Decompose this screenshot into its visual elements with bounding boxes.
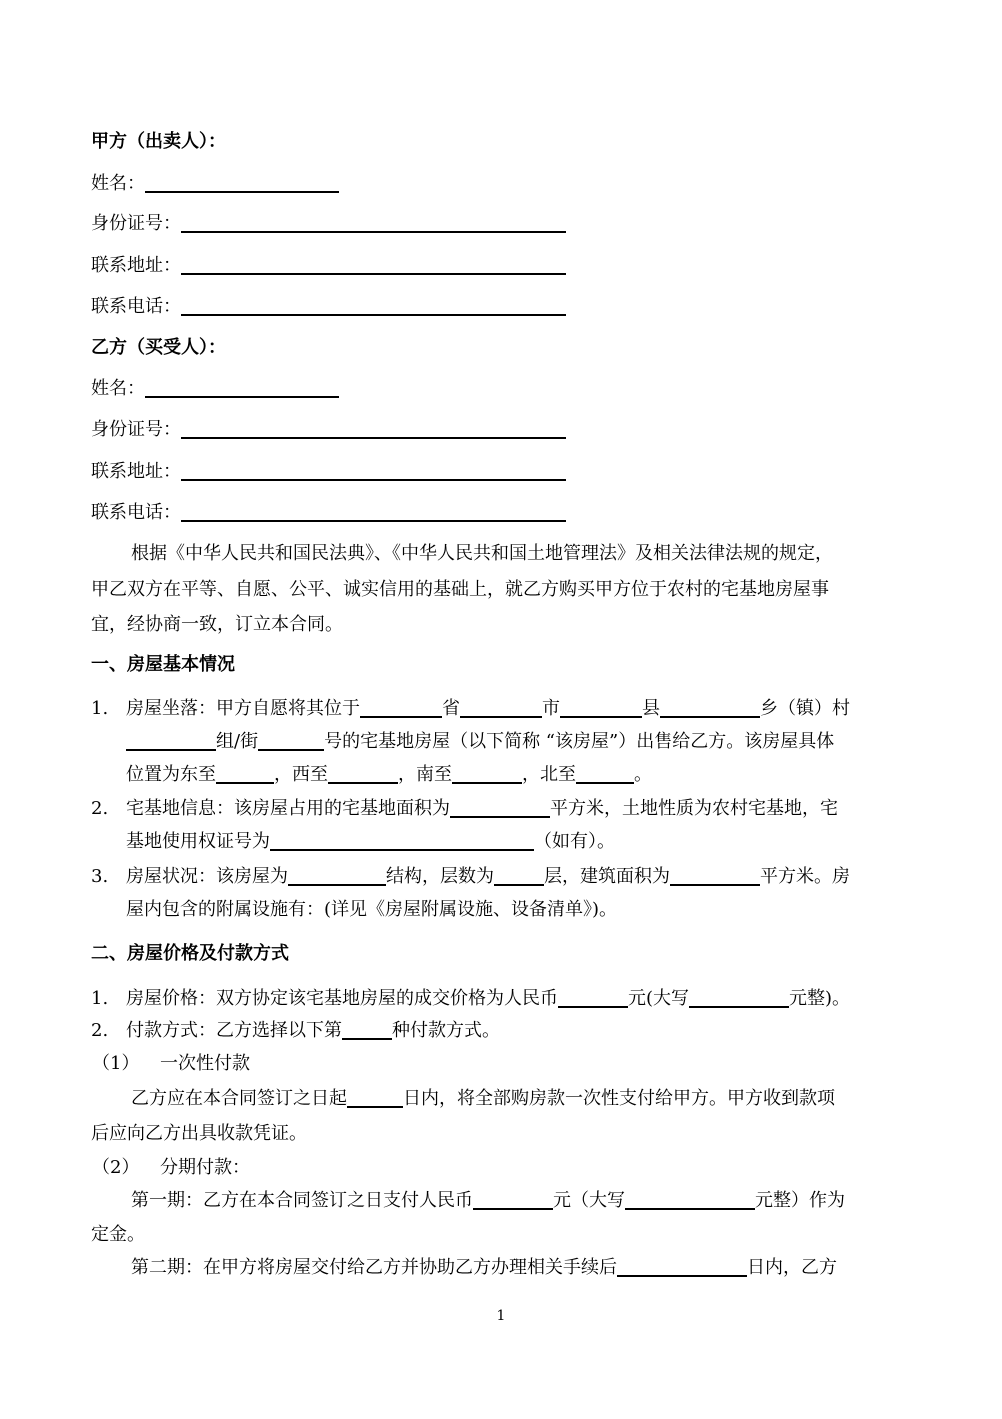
phase2-line1: [131, 1256, 837, 1280]
s1-item1-line1: [126, 697, 850, 721]
party-a-name-label: 姓名：: [91, 173, 145, 194]
price-uppercase-blank[interactable]: [689, 988, 789, 1008]
deposit-uppercase-blank[interactable]: [625, 1190, 755, 1210]
opt2-num: （2）: [92, 1157, 140, 1178]
party-a-id-label: 身份证号：: [91, 213, 181, 234]
intro-line-2: 甲乙双方在平等、自愿、公平、诚实信用的基础上，就乙方购买甲方位于农村的宅基地房屋事: [91, 579, 829, 600]
s1-item2-text-c: 基地使用权证号为: [126, 831, 270, 852]
payment-method-blank[interactable]: [342, 1020, 392, 1040]
opt2-title: 分期付款：: [160, 1157, 250, 1178]
party-b-heading: 乙方（买受人）：: [91, 337, 226, 358]
land-area-blank[interactable]: [450, 798, 550, 818]
intro-line-3: 宜，经协商一致，订立本合同。: [91, 614, 343, 635]
county-blank[interactable]: [560, 698, 642, 718]
section-1-heading: 一、房屋基本情况: [91, 654, 235, 675]
s1-item1-line2: [126, 730, 834, 754]
party-b-phone-label: 联系电话：: [91, 502, 181, 523]
south-boundary-blank[interactable]: [452, 764, 522, 784]
party-a-phone-blank[interactable]: [181, 296, 566, 316]
phase1-text-b: 元（大写: [553, 1190, 625, 1211]
party-a-address-label: 联系地址：: [91, 255, 181, 276]
township-blank[interactable]: [660, 698, 760, 718]
s1-item1-text-b: 省: [442, 698, 460, 719]
s1-item3-line2: 屋内包含的附属设施有：(详见《房屋附属设施、设备清单》)。: [126, 899, 618, 920]
phase1-text-a: 第一期：乙方在本合同签订之日支付人民币: [131, 1190, 473, 1211]
intro-line-1: 根据《中华人民共和国民法典》、《中华人民共和国土地管理法》及相关法律法规的规定，: [131, 543, 833, 564]
party-a-phone-row: [91, 295, 566, 319]
city-blank[interactable]: [460, 698, 542, 718]
north-boundary-blank[interactable]: [576, 764, 634, 784]
opt1-title: 一次性付款: [160, 1053, 250, 1074]
party-b-name-row: [91, 377, 339, 401]
phase1-line1: [131, 1189, 845, 1213]
s1-item1-line3: [126, 763, 652, 787]
s1-item1-text-d: 县: [642, 698, 660, 719]
party-a-id-row: [91, 212, 566, 236]
phase1-text-c: 元整）作为: [755, 1190, 845, 1211]
structure-blank[interactable]: [288, 866, 386, 886]
deposit-amount-blank[interactable]: [473, 1190, 553, 1210]
s1-item1-text-h: 位置为东至: [126, 764, 216, 785]
s1-item1-text-l: 。: [634, 764, 652, 785]
house-number-blank[interactable]: [258, 731, 324, 751]
party-b-id-label: 身份证号：: [91, 419, 181, 440]
party-b-id-blank[interactable]: [181, 419, 566, 439]
phase1-line2: 定金。: [91, 1224, 145, 1245]
party-b-address-blank[interactable]: [181, 461, 566, 481]
lump-sum-days-blank[interactable]: [347, 1088, 403, 1108]
party-a-name-blank[interactable]: [145, 173, 339, 193]
s2-item1-text-b: 元(大写: [628, 988, 690, 1009]
party-b-phone-row: [91, 501, 566, 525]
opt1-num: （1）: [92, 1053, 140, 1074]
party-a-name-row: [91, 172, 339, 196]
s1-item3-line1: [126, 865, 850, 889]
s1-item2-text-b: 平方米，土地性质为农村宅基地，宅: [550, 798, 838, 819]
s2-item2-text-b: 种付款方式。: [392, 1020, 500, 1041]
s1-item3-text-a: 房屋状况：该房屋为: [126, 866, 288, 887]
s2-item2-text-a: 付款方式：乙方选择以下第: [126, 1020, 342, 1041]
party-b-name-blank[interactable]: [145, 378, 339, 398]
price-blank[interactable]: [558, 988, 628, 1008]
s1-item1-text-a: 房屋坐落：甲方自愿将其位于: [126, 698, 360, 719]
party-b-id-row: [91, 418, 566, 442]
land-certificate-blank[interactable]: [270, 831, 534, 851]
s1-item2-text-a: 宅基地信息：该房屋占用的宅基地面积为: [126, 798, 450, 819]
east-boundary-blank[interactable]: [216, 764, 274, 784]
section-2-heading: 二、房屋价格及付款方式: [91, 943, 289, 964]
s2-item1-num: 1.: [91, 988, 109, 1009]
phase2-text-b: 日内，乙方: [747, 1257, 837, 1278]
phase2-text-a: 第二期：在甲方将房屋交付给乙方并协助乙方办理相关手续后: [131, 1257, 617, 1278]
party-b-name-label: 姓名：: [91, 378, 145, 399]
page-number: 1: [496, 1308, 506, 1324]
building-area-blank[interactable]: [670, 866, 760, 886]
s1-item2-line2: [126, 830, 615, 854]
party-a-address-row: [91, 254, 566, 278]
phase2-days-blank[interactable]: [617, 1257, 747, 1277]
s1-item2-num: 2.: [91, 798, 109, 819]
opt1-line1: [131, 1087, 835, 1111]
s1-item2-text-d: （如有）。: [534, 831, 615, 852]
s1-item3-text-d: 平方米。房: [760, 866, 850, 887]
party-a-address-blank[interactable]: [181, 255, 566, 275]
party-a-heading: 甲方（出卖人）：: [91, 131, 226, 152]
opt1-line2: 后应向乙方出具收款凭证。: [91, 1123, 307, 1144]
s1-item1-text-k: ，北至: [522, 764, 576, 785]
s1-item1-text-c: 市: [542, 698, 560, 719]
s2-item2-line: [126, 1019, 500, 1043]
s2-item1-text-a: 房屋价格：双方协定该宅基地房屋的成交价格为人民币: [126, 988, 558, 1009]
party-b-phone-blank[interactable]: [181, 502, 566, 522]
s1-item3-text-c: 层，建筑面积为: [544, 866, 670, 887]
s1-item1-text-i: ，西至: [274, 764, 328, 785]
s1-item3-num: 3.: [91, 866, 109, 887]
group-blank[interactable]: [126, 731, 216, 751]
s1-item2-line1: [126, 797, 838, 821]
opt1-text-b: 日内，将全部购房款一次性支付给甲方。甲方收到款项: [403, 1088, 835, 1109]
s1-item1-text-f: 组/街: [216, 731, 259, 752]
s2-item2-num: 2.: [91, 1020, 109, 1041]
s2-item1-line: [126, 987, 850, 1011]
s1-item3-text-b: 结构，层数为: [386, 866, 494, 887]
s1-item1-text-e: 乡（镇）村: [760, 698, 850, 719]
s1-item1-num: 1.: [91, 698, 109, 719]
opt1-text-a: 乙方应在本合同签订之日起: [131, 1088, 347, 1109]
west-boundary-blank[interactable]: [328, 764, 398, 784]
s1-item1-text-g: 号的宅基地房屋（以下简称 “该房屋”）出售给乙方。该房屋具体: [324, 731, 835, 752]
province-blank[interactable]: [360, 698, 442, 718]
party-a-phone-label: 联系电话：: [91, 296, 181, 317]
s1-item1-text-j: ，南至: [398, 764, 452, 785]
s2-item1-text-c: 元整)。: [789, 988, 851, 1009]
party-b-address-label: 联系地址：: [91, 461, 181, 482]
floors-blank[interactable]: [494, 866, 544, 886]
party-b-address-row: [91, 460, 566, 484]
party-a-id-blank[interactable]: [181, 213, 566, 233]
